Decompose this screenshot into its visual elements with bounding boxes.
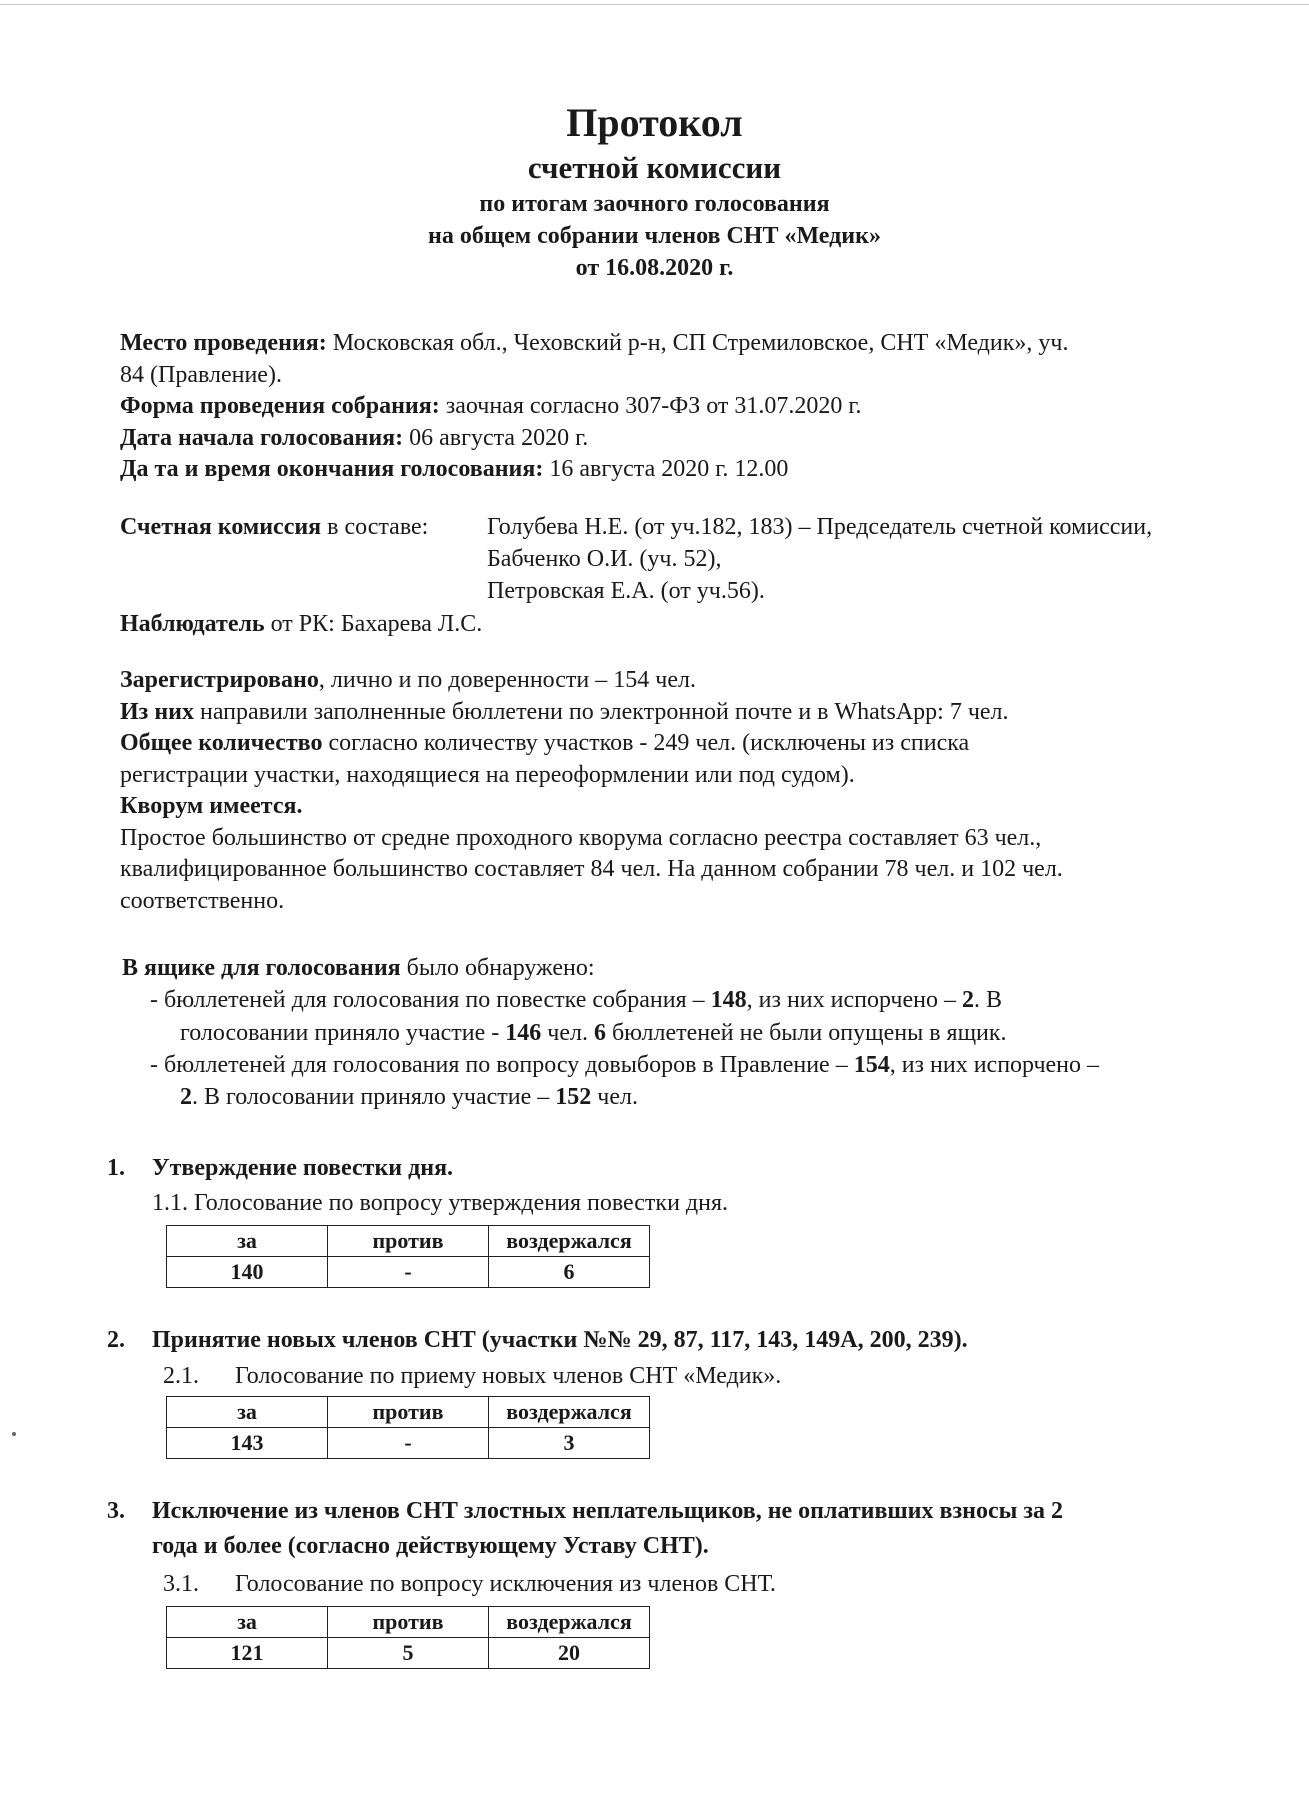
email-label: Из них (120, 698, 194, 725)
section-2-vote-table (166, 1396, 650, 1459)
section-1-vote-table (166, 1225, 650, 1288)
section-3-sub-text: Голосование по вопросу исключения из членов СНТ. (235, 1571, 776, 1597)
section-3-title-2: года и более (согласно действующему Уставу СНТ). (152, 1533, 709, 1559)
table-header-row (167, 1226, 650, 1257)
ballot-item-1-not-dropped: 6 (593, 1020, 606, 1046)
ballot-item-2-text-d: чел. (591, 1084, 638, 1110)
ballot-item-1-text-d: голосовании приняло участие - (180, 1020, 506, 1046)
commission-label-rest: в составе: (321, 514, 429, 540)
start-label: Дата начала голосования: (120, 424, 404, 451)
table-row (167, 1638, 650, 1669)
ballot-item-2-text: - бюллетеней для голосования по вопросу довыборов в Правление – (150, 1052, 854, 1078)
total-line (120, 728, 1270, 760)
majority-line-3: соответственно. (120, 887, 285, 914)
title-date: от 16.08.2020 г. (575, 255, 734, 281)
section-3-sub-number: 3.1. (163, 1571, 199, 1597)
ballot-box-line (122, 953, 595, 984)
vote-abstained: 20 (489, 1638, 650, 1669)
ballot-item-1-text-e: чел. (541, 1020, 594, 1046)
table-header-row (167, 1607, 650, 1638)
ballot-item-2-cont (180, 1082, 638, 1113)
end-value: 16 августа 2020 г. 12.00 (543, 456, 789, 482)
ballot-item-1-text-b: , из них испорчено – (746, 987, 962, 1013)
header-against: против (328, 1607, 489, 1638)
vote-for: 140 (167, 1257, 328, 1288)
vote-against: 5 (328, 1638, 489, 1669)
header-against: против (328, 1397, 489, 1428)
ballot-item-1-text-c: . В (973, 987, 1002, 1013)
header-abstained: воздержался (489, 1397, 650, 1428)
ballot-item-1-text-f: бюллетеней не были опущены в ящик. (605, 1020, 1007, 1046)
email-line (120, 697, 1270, 729)
ballot-item-2-participants: 152 (555, 1084, 592, 1110)
place-line (120, 328, 1270, 360)
vote-against: - (328, 1257, 489, 1288)
scan-speck (12, 1432, 16, 1436)
start-line (120, 423, 1270, 455)
place-label: Место проведения: (120, 330, 327, 356)
title-protocol: Протокол (566, 100, 743, 145)
vote-abstained: 6 (489, 1257, 650, 1288)
total-value: согласно количеству участков - 249 чел. (исключены из списка (322, 730, 970, 756)
ballot-item-1-text: - бюллетеней для голосования по повестке собрания – (150, 987, 711, 1013)
header-abstained: воздержался (489, 1607, 650, 1638)
section-1-subitem (152, 1188, 728, 1219)
section-3-title: Исключение из членов СНТ злостных неплательщиков, не оплативших взносы за 2 (152, 1498, 1063, 1524)
section-2-sub-number: 2.1. (163, 1363, 199, 1389)
commission-member-3: Петровская Е.А. (от уч.56). (487, 578, 765, 604)
ballot-item-2-text-b: , из них испорчено – (889, 1052, 1100, 1078)
document-title-block (0, 98, 1309, 284)
section-1-sub-text: Голосование по вопросу утверждения повестки дня. (188, 1190, 728, 1216)
form-value: заочная согласно 307-ФЗ от 31.07.2020 г. (439, 393, 862, 419)
vote-abstained: 3 (489, 1428, 650, 1459)
section-3-vote-table (166, 1606, 650, 1669)
ballot-box-label: В ящике для голосования (122, 955, 401, 981)
header-for: за (167, 1397, 328, 1428)
commission-member-1: Голубева Н.Е. (от уч.182, 183) – Председатель счетной комиссии, (487, 514, 1153, 540)
header-for: за (167, 1607, 328, 1638)
meeting-info (120, 328, 1270, 486)
registered-label: Зарегистрировано (120, 667, 319, 693)
vote-for: 143 (167, 1428, 328, 1459)
registered-value: , лично и по доверенности – 154 чел. (318, 667, 696, 693)
section-2-subitem (163, 1361, 199, 1392)
scan-edge-line (0, 4, 1309, 5)
title-commission: счетной комиссии (527, 150, 782, 185)
section-3-subitem (163, 1569, 199, 1600)
commission-label: Счетная комиссия (120, 514, 322, 540)
title-voting-results: по итогам заочного голосования (479, 191, 830, 217)
place-line-2: 84 (Правление). (120, 361, 282, 388)
majority-line-2: квалифицированное большинство составляет 84 чел. На данном собрании 78 чел. и 102 чел. (120, 856, 1063, 882)
ballot-item-1-spoiled: 2 (961, 987, 974, 1013)
start-value: 06 августа 2020 г. (403, 424, 589, 451)
table-row (167, 1257, 650, 1288)
section-3-number: 3. (107, 1498, 125, 1524)
ballot-item-2-spoiled: 2 (180, 1084, 192, 1110)
form-line (120, 391, 1270, 423)
observer-value: от РК: Бахарева Л.С. (264, 611, 483, 637)
ballot-item-2-count: 154 (853, 1052, 890, 1078)
quorum-line: Кворум имеется. (120, 793, 303, 819)
section-2-sub-text: Голосование по приему новых членов СНТ «Медик». (235, 1363, 782, 1389)
form-label: Форма проведения собрания: (120, 393, 440, 419)
observer-label: Наблюдатель (120, 611, 265, 637)
table-header-row (167, 1397, 650, 1428)
ballot-item-2-text-c: . В голосовании приняло участие – (192, 1084, 556, 1110)
section-2-number: 2. (107, 1327, 125, 1353)
section-2-title: Принятие новых членов СНТ (участки №№ 29, 87, 117, 143, 149А, 200, 239). (152, 1327, 968, 1353)
registered-line (120, 665, 1270, 697)
ballot-item-1-count: 148 (710, 987, 747, 1013)
vote-against: - (328, 1428, 489, 1459)
title-meeting: на общем собрании членов СНТ «Медик» (428, 223, 881, 249)
place-value: Московская обл., Чеховский р-н, СП Стремиловское, СНТ «Медик», уч. (326, 330, 1069, 356)
end-label: Да та и время окончания голосования: (120, 456, 544, 482)
registration-block (120, 665, 1270, 917)
vote-for: 121 (167, 1638, 328, 1669)
total-label: Общее количество (120, 730, 323, 756)
table-row (167, 1428, 650, 1459)
email-value: направили заполненные бюллетени по электронной почте и в WhatsApp: 7 чел. (193, 698, 1009, 725)
commission-line (120, 512, 428, 543)
section-1-title: Утверждение повестки дня. (152, 1155, 454, 1181)
ballot-item-1-cont (180, 1018, 1007, 1049)
section-1-number: 1. (107, 1155, 125, 1181)
majority-line-1: Простое большинство от средне проходного кворума согласно реестра составляет 63 чел., (120, 824, 1042, 851)
observer-line (120, 609, 482, 640)
commission-member-2: Бабченко О.И. (уч. 52), (487, 546, 722, 572)
ballot-item-1-participants: 146 (505, 1020, 542, 1046)
section-1-sub-number: 1.1. (152, 1190, 188, 1216)
header-for: за (167, 1226, 328, 1257)
ballot-item-2 (150, 1050, 1099, 1081)
ballot-box-label-rest: было обнаружено: (400, 955, 595, 981)
end-line (120, 454, 1270, 486)
ballot-item-1 (150, 985, 1002, 1016)
total-line-2: регистрации участки, находящиеся на переоформлении или под судом). (120, 761, 855, 788)
header-against: против (328, 1226, 489, 1257)
header-abstained: воздержался (489, 1226, 650, 1257)
